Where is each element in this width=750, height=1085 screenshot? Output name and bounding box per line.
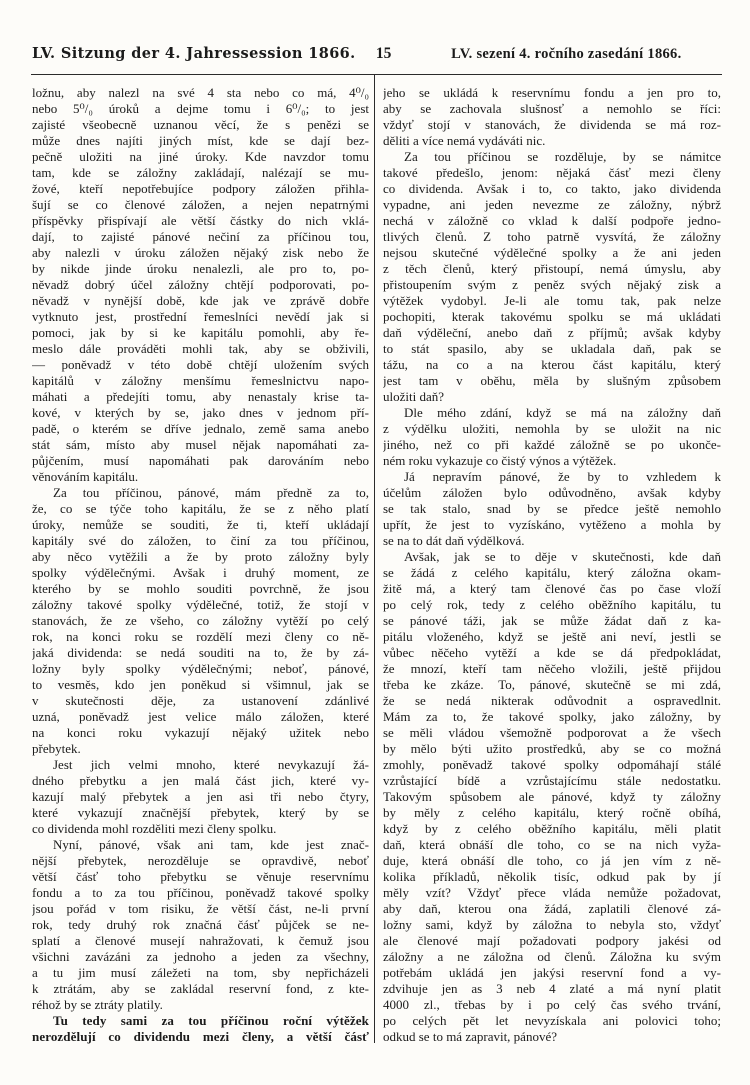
text-line: se žádá z celého kapitálu, který záložna okam- [383, 565, 721, 580]
text-line: ložny sami, když by záložna to nebyla sto, vždyť [383, 917, 721, 932]
text-line: jiného, než co při každé záložně se po ukonče- [383, 437, 721, 452]
running-title-czech: LV. sezení 4. ročního zasedání 1866. [451, 46, 682, 62]
text-line: upřít, že jest to vyzískáno, vytěženo a mohla by [383, 517, 721, 532]
text-line: se na to dát daň výdělková. [383, 533, 525, 548]
text-line: daň, která obnáší dle toho, co se na nich vyža- [383, 837, 721, 852]
text-line: děliti a více nemá vydáváti nic. [383, 133, 546, 148]
column-divider [374, 75, 375, 1043]
text-line: Takovým spůsobem ale pánové, když ty záložny [383, 789, 721, 804]
text-line: potřebám ukládá jen jakýsi reservní fond a vy- [383, 965, 721, 980]
text-line: se tak stalo, snad by se předce ještě nemohlo [383, 501, 721, 516]
text-line: vzrůstající bídě a vzrůstajícímu stále nedostatku. [383, 773, 721, 788]
text-line: záložny a ne záložna od členů. Záložna ku svým [383, 949, 721, 964]
text-line: Nyní, pánové, však ani tam, kde jest znač- [53, 837, 369, 852]
text-line: příspěvky přispívají ale větší částky do nich vklá- [32, 213, 369, 228]
text-line: ale členové mají požadovati podpory jakési od [383, 933, 721, 948]
text-line: účelům záložen bylo odůvodněno, avšak kdyby [383, 485, 721, 500]
text-line: větší čásť toho přebytku se věnuje reservnímu [32, 869, 369, 884]
text-line: padě, o kterém se dříve jednalo, země sama anebo [32, 421, 369, 436]
text-line: po celých pět let nevyzískala ani polovici toho; [383, 1013, 721, 1028]
text-line: dného přebytku a jen malá část jich, které vy- [32, 773, 369, 788]
text-line: měly vzít? Vždyť přece vláda nemůže požadovat, [383, 885, 721, 900]
text-line: aby nalezli v úroku záložen nějaký zisk nebo že [32, 245, 369, 260]
text-line: Avšak, jak se to děje v skutečnosti, kde daň [404, 549, 721, 564]
running-title-german: LV. Sitzung der 4. Jahressession 1866. [32, 45, 356, 62]
text-line: aby daň, kterou ona žádá, zaplatili členové zá- [383, 901, 721, 916]
page-header [32, 45, 721, 63]
text-line: jest tam v oběhu, měla by slušným způsobem [383, 373, 721, 388]
text-line: jaká dividenda: se nedá souditi na to, že by zá- [32, 645, 369, 660]
paragraph [32, 485, 369, 757]
text-line: kové, v kterých by se, jako dnes v jednom pří- [32, 405, 369, 420]
text-line: Za tou příčinou se rozděluje, by se námitce [404, 149, 721, 164]
text-line: k ztrátám, aby se zakládal reservní fond, z kte- [32, 981, 369, 996]
text-line: kapitály své do záložen, to činí za tou příčinou, [32, 533, 369, 548]
text-line: Za tou příčinou, pánové, mám předně za to, [53, 485, 369, 500]
text-line: vypadne, ani jeden nevezme ze záložny, nýbrž [383, 197, 721, 212]
text-line: odkud se to má zapravit, pánové? [383, 1029, 557, 1044]
text-line: rok, na konci roku se rozdělí mezi členy co ně- [32, 629, 369, 644]
paragraph [32, 837, 369, 1013]
text-line: nejsou skutečné výdělečné spolky a že ani jeden [383, 245, 721, 260]
text-line: pomoci, jak by si ke kapitálu pomohli, aby ře- [32, 325, 369, 340]
text-line: po celý rok, tedy z celého oběžního kapitálu, tu [383, 597, 721, 612]
text-line: Já nepravím pánové, že by to vzhledem k [404, 469, 721, 484]
text-line: vůbec něčeho vytěží a kde se dá předpokládat, [383, 645, 721, 660]
text-line: réhož by se ztráty platily. [32, 997, 163, 1012]
text-line: by měly z celého kapitálu, který ročně obíhá, [383, 805, 721, 820]
paragraph [383, 85, 721, 149]
text-line: z těch členů, který přistoupí, nemá úmyslu, aby [383, 261, 721, 276]
paragraph [32, 1013, 369, 1045]
text-line: které vykazují značnější přebytek, který by se [32, 805, 369, 820]
text-line: nější přebytek, nerozděluje se opravdivě, neboť [32, 853, 369, 868]
text-line: dají, to zajisté pánové nečiní za příčinou tou, [32, 229, 369, 244]
text-line: pochopiti, kterak takovému spolku se má ukládati [383, 309, 721, 324]
text-line: ložnu, aby nalezl na své 4 sta nebo co má, 4⁰/₀ [32, 85, 369, 100]
text-line: aby se zachovala slušnosť a nemohlo se říci: [383, 101, 721, 116]
paragraph [383, 549, 721, 1045]
paragraph [32, 85, 369, 485]
text-line: věnováním kapitálu. [32, 469, 139, 484]
text-line: že, co se týče toho kapitálu, že se z něho platí [32, 501, 369, 516]
text-line: splatí a členové musejí nahražovati, k čemuž jsou [32, 933, 369, 948]
paragraph [383, 149, 721, 405]
text-line: stát sám, místo aby musel nějak napomáhati za- [32, 437, 369, 452]
paragraph [383, 469, 721, 549]
text-line: by mělo býti užito prostředků, aby se co možná [383, 741, 721, 756]
text-line: Tu tedy sami za tou příčinou roční výtěžek [53, 1013, 369, 1028]
text-line: a tu jim musí záležeti na tom, sby nepřicházeli [32, 965, 369, 980]
text-line: jeho se ukládá k reservnímu fondu a jen pro to, [383, 85, 721, 100]
text-line: zmohly, poněvadž takové spolky odpomáhají stálé [383, 757, 721, 772]
text-line: že mnozí, kteří tam něčeho vložili, ještě přijdou [383, 661, 721, 676]
text-line: žitě má, a který tam členové čas po čase vloží [383, 581, 721, 596]
text-line: pečně uložiti na jiné úroky. Kde navzdor tomu [32, 149, 369, 164]
text-line: vždyť stojí v stanovách, že dividenda se má roz- [383, 117, 721, 132]
text-line: Jest jich velmi mnoho, které nevykazují žá- [53, 757, 369, 772]
text-line: by nikde jinde úroku nenalezli, ale pro to, po- [32, 261, 369, 276]
text-line: Mám za to, že takové spolky, jako záložny, by [383, 709, 721, 724]
text-line: ném roku vykazuje co čistý výnos a výtěžek. [383, 453, 617, 468]
text-line: na konci roku vykazují nějaký užitek nebo [32, 725, 369, 740]
text-line: fondu a to za tou příčinou, poněvadž takové spolky [32, 885, 369, 900]
text-line: to vesměs, kdo jen poněkud si všimnul, jak se [32, 677, 369, 692]
text-line: zajisté všeobecně uznanou věcí, že s penězi se [32, 117, 369, 132]
text-line: spolky výdělečnými. Avšak i druhý moment, ze [32, 565, 369, 580]
text-line: stanovách, že ze všeho, co záložny vytěží po celý [32, 613, 369, 628]
text-line: uložiti daň? [383, 389, 445, 404]
paragraph [32, 757, 369, 837]
column-left [32, 85, 369, 1045]
text-line: kolika příkladů, několik tisíc, odkud pak by jí [383, 869, 721, 884]
text-line: takové předešlo, jenom: nějaká čásť mezi členy [383, 165, 721, 180]
text-line: přistoupením svým z peněz svých nějaký zisk a [383, 277, 721, 292]
text-line: jsou pořád v tom risiku, že větší část, ne-li první [32, 901, 369, 916]
text-line: žové, kteří nepotřebujíce podpory záložen přihla- [32, 181, 369, 196]
text-line: výtěžek vydobyl. Je-li ale tomu tak, pak nelze [383, 293, 721, 308]
text-line: kterého by se mohlo souditi povrchně, že jsou [32, 581, 369, 596]
text-line: půjčením, musí napomáhati pak darováním nebo [32, 453, 369, 468]
text-line: ložny byly spolky výdělečnými; neboť, pánové, [32, 661, 369, 676]
text-line: rok, tedy druhý rok značná čásť půjček se ne- [32, 917, 369, 932]
paragraph [383, 405, 721, 469]
text-line: třeba ke zkáze. To, pánové, skutečně se mi zdá, [383, 677, 721, 692]
text-line: daň výděleční, anebo daň z příjmů; avšak kdyby [383, 325, 721, 340]
text-line: úroky, nemůže se souditi, že ti, kteří ukládají [32, 517, 369, 532]
text-line: v skutečnosti děje, za ustanovení zdánlivé [32, 693, 369, 708]
text-line: vytknuto jest, prostřední řemeslníci nevědí jak si [32, 309, 369, 324]
text-line: duje, která obnáší dle toho, co já jen vím z ně- [383, 853, 721, 868]
text-line: co dividenda mohl rozděliti mezi členy spolku. [32, 821, 277, 836]
text-line: tam, kde se záložny zakládají, nalézají se mu- [32, 165, 369, 180]
text-line: to stát spasilo, aby se ukladala daň, pak se [383, 341, 721, 356]
text-line: může dnes najíti jiných míst, kde se dají bez- [32, 133, 369, 148]
text-line: máhati a předejíti tomu, aby nenastaly krise ta- [32, 389, 369, 404]
text-line: zdvihuje jen as 3 neb 4 zlaté a má nyní platit [383, 981, 721, 996]
text-line: tlivých členů. Z toho patrně vysvítá, že záložny [383, 229, 721, 244]
text-line: meslo dále prováděti mohli tak, aby se obživili, [32, 341, 369, 356]
text-line: kapitálů v záložny menšímu řemeslnictvu napo- [32, 373, 369, 388]
text-line: pitálu vloženého, když se ještě ani neví, jestli se [383, 629, 721, 644]
text-line: šují se co členové záložen, a nejen nepatrnými [32, 197, 369, 212]
text-line: aby něco vytěžili a že by proto záložny byly [32, 549, 369, 564]
text-line: uzná, poněvadž jest velice málo záložen, které [32, 709, 369, 724]
text-line: záložny takové spolky výdělečné, totiž, že stojí v [32, 597, 369, 612]
text-line: že se nedá nikterak odůvodnit a ospravedlnit. [383, 693, 721, 708]
text-line: všichni zavázáni za jednoho a jeden za všechny, [32, 949, 369, 964]
text-line: co dividenda. Avšak i to, co takto, jako dividenda [383, 181, 721, 196]
text-line: když by z celého oběžního kapitálu, měli platit [383, 821, 721, 836]
text-line: tážu, na co a na kterou část kapitálu, který [383, 357, 721, 372]
text-line: 4000 zl., třebas by i po celý čas svého trvání, [383, 997, 721, 1012]
column-right [383, 85, 721, 1045]
text-line: nerozdělují co dividendu mezi členy, a větší čásť [32, 1029, 369, 1044]
text-line: — poněvadž v této době chtějí uložením svých [32, 357, 369, 372]
text-line: něvadž dobrý účel záložny chtějí podporovati, po- [32, 277, 369, 292]
header-rule [31, 74, 722, 75]
text-line: Dle mého zdání, když se má na záložny daň [404, 405, 721, 420]
text-line: kazují malý přebytek a jen asi tři nebo čtyry, [32, 789, 369, 804]
text-line: se měli vládou všemožně podporovat a že všech [383, 725, 721, 740]
page-number: 15 [375, 45, 392, 62]
text-line: něvadž v nynější době, kde jak ve zprávě dobře [32, 293, 369, 308]
text-line: přebytek. [32, 741, 81, 756]
text-line: nebo 5⁰/₀ úroků a dejme tomu i 6⁰/₀; to jest [32, 101, 369, 116]
text-line: z výdělku uložiti, nemohla by se uložit na nic [383, 421, 721, 436]
text-line: nechá v záložně co vklad k další podpoře jedno- [383, 213, 721, 228]
text-line: se pánové táži, jak se může žádat daň z ka- [383, 613, 721, 628]
